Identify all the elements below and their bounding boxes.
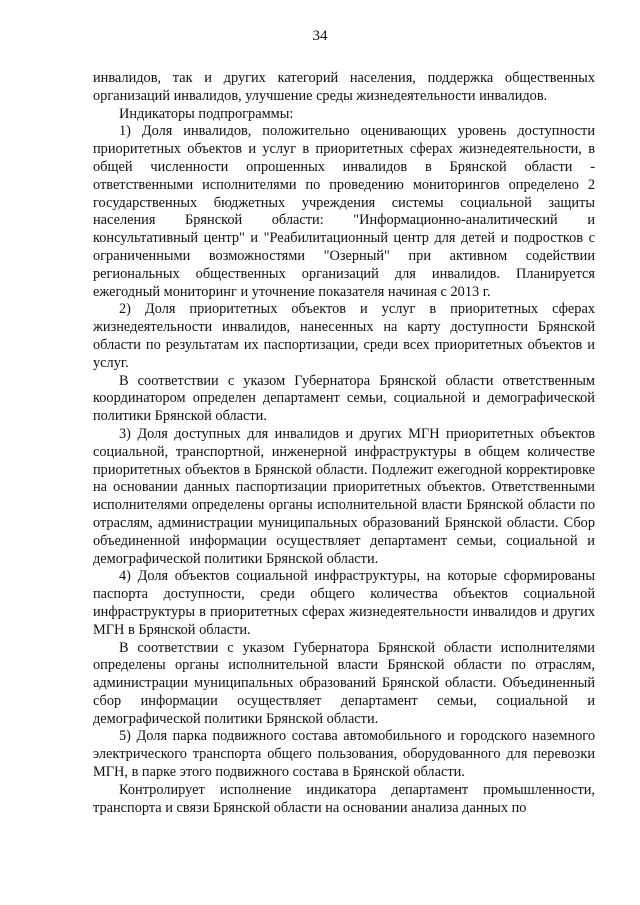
paragraph-indicators-heading: Индикаторы подпрограммы: [119,105,294,122]
paragraph-control-note: Контролирует исполнение индикатора департамент промышленности, транспорта и связи Брянской области на основании анализа данных по [93,781,595,816]
paragraph-continuation: инвалидов, так и других категорий населения, поддержка общественных организаций инвалидов, улучшение среды жизнедеятельности инвалидов. [93,70,595,104]
paragraph-indicator-4: 4) Доля объектов социальной инфраструктуры, на которые сформированы паспорта доступности, среди общего количества объектов социальной инфраструктуры в приоритетных сферах жизнедеятельности инвалидов и других МГН в Брянской области. [93,568,595,638]
paragraph-coordinator-note: В соответствии с указом Губернатора Брянской области ответственным координатором определен департамент семьи, социальной и демографической политики Брянской области. [93,372,595,425]
page-body [93,70,595,817]
paragraph-executors-note: В соответствии с указом Губернатора Брянской области исполнителями определены органы исполнительной власти Брянской области по отраслям, администрации муниципальных образований Брянской области. Объединенный сбор информации осуществляет департамент семьи, социальной и демографической политики Брянской области. [93,639,595,727]
paragraph-indicator-1: 1) Доля инвалидов, положительно оценивающих уровень доступности приоритетных объектов и услуг в приоритетных сферах жизнедеятельности, в общей численности опрошенных инвалидов в Брянской области - ответственными исполнителями по проведению мониторингов определено 2 государственных бюджетных учреждения системы социальной защиты населения Брянской области: "Информационно-аналитический и консультативный центр" и "Реабилитационный центр для детей и подростков с ограниченными возможностями "Озерный" при активном содействии региональных общественных организаций для инвалидов. Планируется ежегодный мониторинг и уточнение показателя начиная с 2013 г. [93,123,595,300]
paragraph-indicator-5: 5) Доля парка подвижного состава автомобильного и городского наземного электрического транспорта общего пользования, оборудованного для перевозки МГН, в парке этого подвижного состава в Брянской области. [93,728,595,781]
paragraph-indicator-2: 2) Доля приоритетных объектов и услуг в приоритетных сферах жизнедеятельности инвалидов, нанесенных на карту доступности Брянской области по результатам их паспортизации, среди всех приоритетных объектов и услуг. [93,301,595,371]
paragraph-indicator-3: 3) Доля доступных для инвалидов и других МГН приоритетных объектов социальной, транспортной, инженерной инфраструктуры в общем количестве приоритетных объектов в Брянской области. Подлежит ежегодной корректировке на основании данных паспортизации приоритетных объектов. Ответственными исполнителями определены органы исполнительной власти Брянской области по отраслям, администрации муниципальных образований Брянской области. Сбор объединенной информации осуществляет департамент семьи, социальной и демографической политики Брянской области. [93,425,595,567]
page-number: 34 [312,28,328,44]
